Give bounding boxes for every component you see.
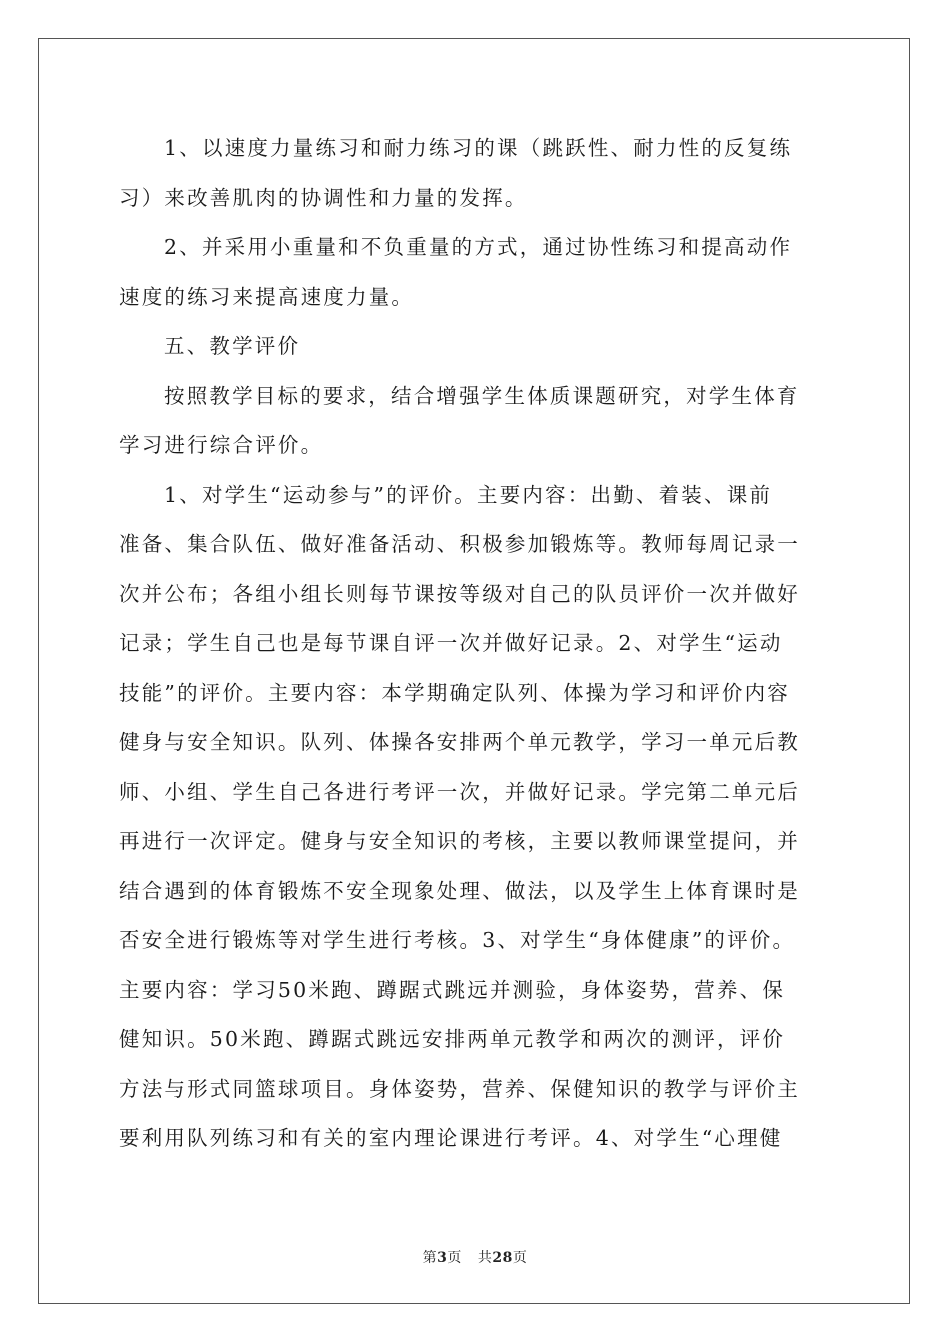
paragraph-line: 否安全进行锻炼等对学生进行考核。3、对学生“身体健康”的评价。 bbox=[119, 928, 796, 952]
section-heading: 五、教学评价 bbox=[164, 334, 301, 358]
paragraph-line: 方法与形式同篮球项目。身体姿势，营养、保健知识的教学与评价主 bbox=[119, 1076, 800, 1101]
paragraph-line: 健身与安全知识。队列、体操各安排两个单元教学，学习一单元后教 bbox=[119, 730, 800, 754]
page-footer bbox=[0, 1247, 950, 1267]
total-pages-suffix: 页 bbox=[512, 1250, 528, 1266]
paragraph-line: 1、以速度力量练习和耐力练习的课（跳跃性、耐力性的反复练 bbox=[164, 136, 793, 160]
total-pages-prefix: 共 bbox=[477, 1250, 493, 1266]
paragraph-line: 2、并采用小重量和不负重量的方式，通过协性练习和提高动作 bbox=[164, 235, 793, 259]
paragraph-line: 学习进行综合评价。 bbox=[119, 433, 324, 457]
paragraph-line: 师、小组、学生自己各进行考评一次，并做好记录。学完第二单元后 bbox=[119, 779, 800, 804]
paragraph-line: 健知识。50米跑、蹲踞式跳远安排两单元教学和两次的测评，评价 bbox=[119, 1027, 786, 1051]
paragraph-line: 速度的练习来提高速度力量。 bbox=[119, 284, 415, 309]
paragraph-line: 准备、集合队伍、做好准备活动、积极参加锻炼等。教师每周记录一 bbox=[119, 532, 800, 556]
paragraph-line: 记录；学生自己也是每节课自评一次并做好记录。2、对学生“运动 bbox=[119, 631, 783, 655]
paragraph-line: 次并公布；各组小组长则每节课按等级对自己的队员评价一次并做好 bbox=[119, 581, 800, 606]
paragraph-line: 按照教学目标的要求，结合增强学生体质课题研究，对学生体育 bbox=[164, 383, 800, 408]
paragraph-line: 1、对学生“运动参与”的评价。主要内容：出勤、着装、课前 bbox=[164, 482, 773, 507]
paragraph-line: 主要内容：学习50米跑、蹲踞式跳远并测验，身体姿势，营养、保 bbox=[119, 977, 786, 1002]
page-number-prefix: 第 bbox=[422, 1250, 438, 1266]
paragraph-line: 再进行一次评定。健身与安全知识的考核，主要以教师课堂提问，并 bbox=[119, 829, 800, 853]
paragraph-line: 技能”的评价。主要内容：本学期确定队列、体操为学习和评价内容 bbox=[119, 680, 790, 705]
page-number-suffix: 页 bbox=[447, 1250, 462, 1266]
current-page-number: 3 bbox=[437, 1250, 448, 1266]
paragraph-line: 要利用队列练习和有关的室内理论课进行考评。4、对学生“心理健 bbox=[119, 1126, 783, 1150]
total-page-count: 28 bbox=[492, 1250, 513, 1266]
paragraph-line: 习）来改善肌肉的协调性和力量的发挥。 bbox=[119, 185, 528, 210]
document-body bbox=[119, 124, 831, 1164]
paragraph-line: 结合遇到的体育锻炼不安全现象处理、做法，以及学生上体育课时是 bbox=[119, 878, 800, 903]
